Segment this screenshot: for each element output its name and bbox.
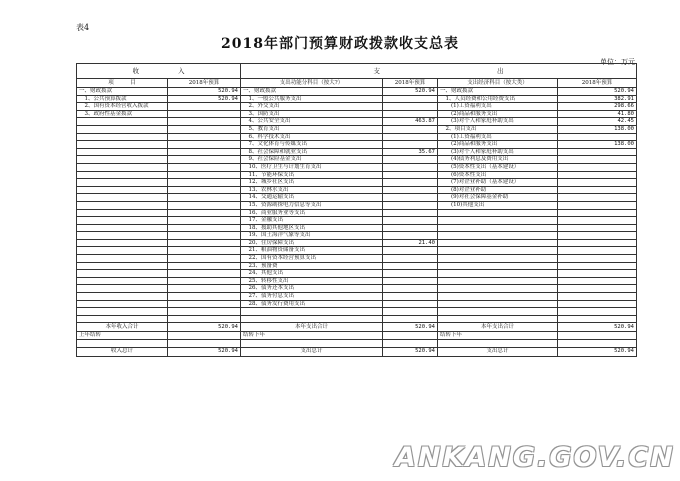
econ-item xyxy=(438,217,558,225)
func-budget xyxy=(383,163,438,171)
table-row xyxy=(77,315,637,323)
table-row xyxy=(77,133,637,141)
func-budget xyxy=(383,186,438,194)
income-item xyxy=(77,156,168,164)
table-row xyxy=(77,118,637,126)
prev-carry-label: 上年结转 xyxy=(77,332,168,340)
income-budget xyxy=(168,133,241,141)
income-budget xyxy=(168,308,241,316)
table-row xyxy=(77,141,637,149)
next-carry-value-econ xyxy=(558,332,637,340)
income-budget xyxy=(168,270,241,278)
income-budget xyxy=(168,293,241,301)
func-item: 24、其他支出 xyxy=(241,270,383,278)
income-budget xyxy=(168,110,241,118)
func-budget xyxy=(383,194,438,202)
unit-label: 单位：万元 xyxy=(600,58,635,66)
econ-item xyxy=(438,255,558,263)
func-item: 27、债务付息支出 xyxy=(241,293,383,301)
econ-budget: 42.45 xyxy=(558,118,637,126)
econ-budget: 41.80 xyxy=(558,110,637,118)
func-item: 4、公共安全支出 xyxy=(241,118,383,126)
table-row xyxy=(77,232,637,240)
func-item: 11、节能环保支出 xyxy=(241,171,383,179)
econ-budget: 382.91 xyxy=(558,95,637,103)
income-budget xyxy=(168,103,241,111)
econ-budget xyxy=(558,255,637,263)
econ-item xyxy=(438,239,558,247)
col-budget-func: 2018年预算 xyxy=(383,79,438,88)
func-budget xyxy=(383,95,438,103)
func-budget xyxy=(383,141,438,149)
table-row xyxy=(77,262,637,270)
income-item: 一、财政拨款 xyxy=(77,88,168,96)
income-item xyxy=(77,262,168,270)
econ-item: (4)债务利息及费用支出 xyxy=(438,156,558,164)
econ-budget xyxy=(558,186,637,194)
func-budget: 21.40 xyxy=(383,239,438,247)
income-header: 收 入 xyxy=(77,64,241,79)
income-budget xyxy=(168,179,241,187)
table-row xyxy=(77,179,637,187)
func-budget: 463.87 xyxy=(383,118,438,126)
income-item: 3、政府性基金拨款 xyxy=(77,110,168,118)
func-budget: 520.94 xyxy=(383,88,438,96)
func-item xyxy=(241,315,383,323)
func-budget xyxy=(383,171,438,179)
income-budget xyxy=(168,255,241,263)
table-row xyxy=(77,293,637,301)
econ-budget xyxy=(558,148,637,156)
func-budget xyxy=(383,270,438,278)
income-item xyxy=(77,186,168,194)
income-budget xyxy=(168,217,241,225)
func-item: 25、转移性支出 xyxy=(241,277,383,285)
func-item: 15、资源勘探电力信息等支出 xyxy=(241,201,383,209)
income-item xyxy=(77,247,168,255)
income-item xyxy=(77,308,168,316)
func-item: 6、科学技术支出 xyxy=(241,133,383,141)
table-row xyxy=(77,186,637,194)
econ-budget xyxy=(558,277,637,285)
table-row xyxy=(77,110,637,118)
income-item xyxy=(77,148,168,156)
func-item: 9、社会保险基金支出 xyxy=(241,156,383,164)
grand-expense-value: 520.94 xyxy=(383,347,438,356)
table-row xyxy=(77,308,637,316)
func-budget xyxy=(383,209,438,217)
next-carry-value xyxy=(383,332,438,340)
table-row xyxy=(77,285,637,293)
income-item xyxy=(77,118,168,126)
econ-budget xyxy=(558,285,637,293)
econ-budget xyxy=(558,179,637,187)
econ-item xyxy=(438,315,558,323)
func-item: 5、教育支出 xyxy=(241,125,383,133)
econ-item: 1、人员经费和公用经费支出 xyxy=(438,95,558,103)
table-row xyxy=(77,209,637,217)
next-carry-label: 结转下年 xyxy=(241,332,383,340)
income-total-label: 本年收入合计 xyxy=(77,323,168,332)
func-budget xyxy=(383,224,438,232)
econ-item xyxy=(438,277,558,285)
func-budget xyxy=(383,110,438,118)
table-row xyxy=(77,255,637,263)
econ-item xyxy=(438,209,558,217)
income-item xyxy=(77,163,168,171)
income-item xyxy=(77,277,168,285)
income-item xyxy=(77,209,168,217)
income-budget xyxy=(168,239,241,247)
func-item: 20、住房保障支出 xyxy=(241,239,383,247)
econ-budget xyxy=(558,239,637,247)
func-item: 23、预备费 xyxy=(241,262,383,270)
econ-budget xyxy=(558,201,637,209)
table-row xyxy=(77,300,637,308)
econ-item: (3)对个人和家庭补助支出 xyxy=(438,148,558,156)
func-budget xyxy=(383,300,438,308)
budget-table xyxy=(76,63,637,357)
income-budget xyxy=(168,209,241,217)
expense-total-value: 520.94 xyxy=(383,323,438,332)
income-item xyxy=(77,300,168,308)
income-budget xyxy=(168,300,241,308)
econ-budget: 298.66 xyxy=(558,103,637,111)
col-budget-income: 2018年预算 xyxy=(168,79,241,88)
income-item xyxy=(77,315,168,323)
income-item xyxy=(77,217,168,225)
income-item: 2、国有资本经营收入拨款 xyxy=(77,103,168,111)
econ-item xyxy=(438,308,558,316)
func-item: 3、国防支出 xyxy=(241,110,383,118)
income-item xyxy=(77,285,168,293)
econ-item: (1)工资福利支出 xyxy=(438,103,558,111)
econ-item: 2、项目支出 xyxy=(438,125,558,133)
func-budget xyxy=(383,285,438,293)
econ-budget: 138.00 xyxy=(558,125,637,133)
econ-item xyxy=(438,300,558,308)
econ-budget xyxy=(558,224,637,232)
income-budget xyxy=(168,315,241,323)
func-budget xyxy=(383,308,438,316)
econ-item xyxy=(438,270,558,278)
func-budget xyxy=(383,201,438,209)
econ-budget xyxy=(558,163,637,171)
prev-carry-value xyxy=(168,332,241,340)
econ-budget xyxy=(558,262,637,270)
income-total-value: 520.94 xyxy=(168,323,241,332)
econ-item: (2)商品和服务支出 xyxy=(438,110,558,118)
col-budget-econ: 2018年预算 xyxy=(558,79,637,88)
econ-item xyxy=(438,224,558,232)
income-budget xyxy=(168,118,241,126)
func-item: 13、农林水支出 xyxy=(241,186,383,194)
income-budget xyxy=(168,277,241,285)
table-row xyxy=(77,224,637,232)
func-item: 10、医疗卫生与计划生育支出 xyxy=(241,163,383,171)
table-row xyxy=(77,247,637,255)
func-item xyxy=(241,308,383,316)
income-item xyxy=(77,239,168,247)
func-budget xyxy=(383,125,438,133)
econ-budget xyxy=(558,270,637,278)
grand-income-value: 520.94 xyxy=(168,347,241,356)
func-budget xyxy=(383,247,438,255)
econ-item: 一、财政拨款 xyxy=(438,88,558,96)
income-budget xyxy=(168,224,241,232)
income-budget xyxy=(168,194,241,202)
econ-item: (6)资本性支出 xyxy=(438,171,558,179)
econ-item: (3)对个人和家庭补助支出 xyxy=(438,118,558,126)
table-row xyxy=(77,201,637,209)
econ-item: (2)商品和服务支出 xyxy=(438,141,558,149)
table-row xyxy=(77,148,637,156)
income-item xyxy=(77,232,168,240)
func-item: 16、商业服务业等支出 xyxy=(241,209,383,217)
func-budget xyxy=(383,277,438,285)
econ-budget xyxy=(558,171,637,179)
income-item xyxy=(77,293,168,301)
page-title: 2018年部门预算财政拨款收支总表 xyxy=(221,36,459,52)
econ-budget xyxy=(558,156,637,164)
expense-total-label: 本年支出合计 xyxy=(241,323,383,332)
func-item: 12、城乡社区支出 xyxy=(241,179,383,187)
econ-budget xyxy=(558,232,637,240)
econ-budget xyxy=(558,300,637,308)
table-row xyxy=(77,88,637,96)
econ-budget xyxy=(558,133,637,141)
col-func: 支出功能分科目（按大?） xyxy=(241,79,383,88)
table-row xyxy=(77,239,637,247)
col-econ: 支出经济科目（按大类） xyxy=(438,79,558,88)
income-budget xyxy=(168,186,241,194)
econ-total-label: 本年支出合计 xyxy=(438,323,558,332)
econ-item xyxy=(438,262,558,270)
income-item xyxy=(77,194,168,202)
func-budget xyxy=(383,315,438,323)
econ-item xyxy=(438,285,558,293)
func-budget xyxy=(383,156,438,164)
grand-econ-label: 支出总计 xyxy=(438,347,558,356)
func-budget xyxy=(383,232,438,240)
income-budget xyxy=(168,247,241,255)
table-row xyxy=(77,156,637,164)
func-item: 8、社会保障和就业支出 xyxy=(241,148,383,156)
income-budget xyxy=(168,163,241,171)
table-row xyxy=(77,217,637,225)
econ-budget xyxy=(558,293,637,301)
income-item xyxy=(77,141,168,149)
econ-item: (1)工资福利支出 xyxy=(438,133,558,141)
col-item: 项 目 xyxy=(77,79,168,88)
income-item: 1、公共预算拨款 xyxy=(77,95,168,103)
grand-expense-label: 支出总计 xyxy=(241,347,383,356)
table-row xyxy=(77,270,637,278)
func-item: 17、金融支出 xyxy=(241,217,383,225)
func-budget xyxy=(383,133,438,141)
func-budget: 35.67 xyxy=(383,148,438,156)
income-item xyxy=(77,171,168,179)
econ-budget xyxy=(558,194,637,202)
income-budget xyxy=(168,171,241,179)
econ-item: (8)对企业补助 xyxy=(438,186,558,194)
func-item: 22、国有资本经营预算支出 xyxy=(241,255,383,263)
income-budget xyxy=(168,262,241,270)
income-budget xyxy=(168,201,241,209)
table-row xyxy=(77,277,637,285)
grand-income-label: 收入总计 xyxy=(77,347,168,356)
grand-econ-value: 520.94 xyxy=(558,347,637,356)
func-budget xyxy=(383,179,438,187)
func-item: 一、财政拨款 xyxy=(241,88,383,96)
func-item: 7、文化体育与传媒支出 xyxy=(241,141,383,149)
func-item: 26、债务还本支出 xyxy=(241,285,383,293)
income-budget xyxy=(168,125,241,133)
income-item xyxy=(77,201,168,209)
econ-budget xyxy=(558,308,637,316)
func-budget xyxy=(383,103,438,111)
func-budget xyxy=(383,255,438,263)
func-item: 28、债务发行费用支出 xyxy=(241,300,383,308)
econ-budget xyxy=(558,315,637,323)
income-budget xyxy=(168,285,241,293)
page-tag: 表4 xyxy=(76,23,90,32)
table-row xyxy=(77,95,637,103)
func-item: 21、粮油物资储备支出 xyxy=(241,247,383,255)
income-budget xyxy=(168,141,241,149)
expense-header: 支 出 xyxy=(241,64,637,79)
table-row xyxy=(77,125,637,133)
next-carry-label-econ: 结转下年 xyxy=(438,332,558,340)
econ-item: (10)其他支出 xyxy=(438,201,558,209)
func-budget xyxy=(383,293,438,301)
income-budget xyxy=(168,148,241,156)
func-item: 19、国土海洋气象等支出 xyxy=(241,232,383,240)
income-budget: 520.94 xyxy=(168,88,241,96)
table-row xyxy=(77,194,637,202)
econ-total-value: 520.94 xyxy=(558,323,637,332)
econ-budget xyxy=(558,247,637,255)
econ-item: (9)对社会保障基金补助 xyxy=(438,194,558,202)
econ-budget: 520.94 xyxy=(558,88,637,96)
income-item xyxy=(77,125,168,133)
income-item xyxy=(77,133,168,141)
econ-item: (7)对企业补助（基本建设） xyxy=(438,179,558,187)
econ-budget xyxy=(558,209,637,217)
func-item: 14、交通运输支出 xyxy=(241,194,383,202)
econ-item xyxy=(438,232,558,240)
table-row xyxy=(77,171,637,179)
func-item: 18、援助其他地区支出 xyxy=(241,224,383,232)
econ-budget xyxy=(558,217,637,225)
table-row xyxy=(77,163,637,171)
income-item xyxy=(77,224,168,232)
func-budget xyxy=(383,262,438,270)
econ-item xyxy=(438,247,558,255)
func-budget xyxy=(383,217,438,225)
econ-item: (5)资本性支出（基本建设） xyxy=(438,163,558,171)
income-budget xyxy=(168,232,241,240)
watermark-logo: ANKANG.GOV.CN xyxy=(395,442,675,473)
table-row xyxy=(77,103,637,111)
func-item: 1、一般公共服务支出 xyxy=(241,95,383,103)
econ-budget: 138.00 xyxy=(558,141,637,149)
func-item: 2、外交支出 xyxy=(241,103,383,111)
income-budget xyxy=(168,156,241,164)
income-budget: 520.94 xyxy=(168,95,241,103)
income-item xyxy=(77,179,168,187)
income-item xyxy=(77,255,168,263)
econ-item xyxy=(438,293,558,301)
income-item xyxy=(77,270,168,278)
